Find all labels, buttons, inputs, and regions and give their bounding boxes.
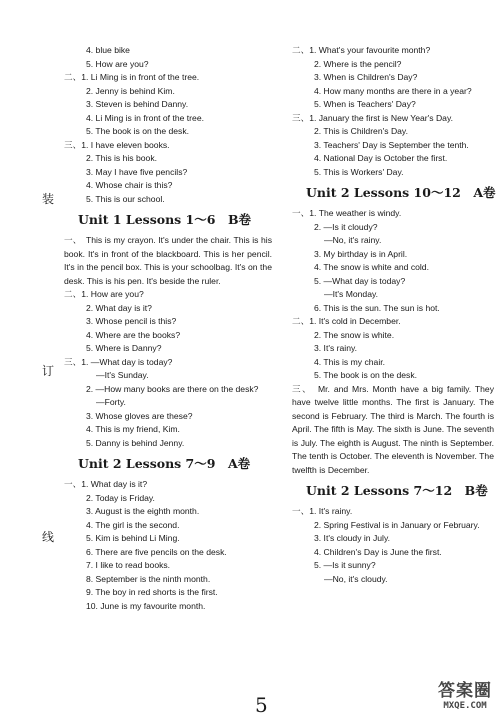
answer-line: —It's Monday. [324, 289, 379, 299]
answer-line: 10. June is my favourite month. [86, 600, 206, 611]
answer-line: 三、1. I have eleven books. [64, 139, 170, 150]
answer-line: 3. It's cloudy in July. [314, 533, 390, 543]
answer-line: 4. Whose chair is this? [86, 180, 173, 190]
answer-line: 4. This is my chair. [314, 356, 385, 367]
section-heading: Unit 1 Lessons 1～6 B卷 [78, 212, 252, 227]
answer-line: 2. —Is it cloudy? [314, 221, 378, 232]
binding-label-top: 装 [42, 192, 55, 206]
answer-line: 2. What day is it? [86, 302, 152, 313]
answer-line: 3. May I have five pencils? [86, 166, 188, 177]
answer-line: 4. How many months are there in a year? [314, 85, 472, 96]
answer-line: 2. Today is Friday. [86, 492, 155, 503]
answer-line: 一、1. The weather is windy. [292, 208, 402, 218]
answer-line: 4. Li Ming is in front of the tree. [86, 112, 204, 123]
answer-line: 5. When is Teachers' Day? [314, 99, 416, 109]
answer-line: 3. It's rainy. [314, 343, 358, 353]
answer-line: 二、1. How are you? [64, 289, 144, 299]
answer-line: 2. —How many books are there on the desk? [86, 383, 259, 394]
answer-line: 二、1. It's cold in December. [292, 316, 401, 326]
answer-line: 6. This is the sun. The sun is hot. [314, 302, 440, 313]
answer-line: 5. Danny is behind Jenny. [86, 437, 185, 448]
binding-label-middle: 订 [42, 364, 55, 378]
answer-line: 3. Whose pencil is this? [86, 316, 177, 326]
answer-line: 2. This is Children's Day. [314, 126, 408, 136]
answer-line: 5. The book is on the desk. [314, 370, 418, 380]
answer-line: 三、1. January the first is New Year's Day. [292, 112, 454, 123]
answer-line: —No, it's rainy. [324, 235, 382, 245]
answer-line: —Forty. [96, 397, 126, 407]
page-number: 5 [255, 693, 268, 717]
answer-line: 4. This is my friend, Kim. [86, 424, 180, 434]
answer-line: 5. Where is Danny? [86, 343, 162, 353]
answer-line: 5. —What day is today? [314, 275, 406, 286]
answer-line: 5. This is Workers' Day. [314, 166, 404, 177]
answer-line: 5. The book is on the desk. [86, 126, 190, 136]
answer-line: 4. The snow is white and cold. [314, 262, 429, 272]
answer-line: 4. Children's Day is June the first. [314, 546, 442, 557]
answer-line: 8. September is the ninth month. [86, 573, 211, 584]
answer-line: 二、1. What's your favourite month? [292, 45, 431, 55]
section-heading: Unit 2 Lessons 10～12 A卷 [306, 185, 496, 200]
watermark-mark: 答案圈 [438, 681, 492, 701]
left-column [64, 44, 272, 613]
answer-line: 5. This is our school. [86, 193, 165, 204]
answer-line: 5. How are you? [86, 58, 149, 69]
answer-line: 9. The boy in red shorts is the first. [86, 587, 218, 597]
answer-line: 一、1. It's rainy. [292, 506, 353, 516]
section-heading: Unit 2 Lessons 7～12 B卷 [306, 483, 488, 498]
answer-line: 三、1. —What day is today? [64, 356, 173, 367]
answer-line: 3. Whose gloves are these? [86, 410, 193, 421]
answer-line: —It's Sunday. [96, 370, 149, 380]
answer-line: 3. My birthday is in April. [314, 248, 408, 259]
answer-line: 3. Steven is behind Danny. [86, 99, 189, 109]
answer-line: 2. The snow is white. [314, 329, 395, 340]
answer-line: 5. —Is it sunny? [314, 560, 376, 570]
answer-line: 3. When is Children's Day? [314, 72, 418, 82]
answer-line: —No, it's cloudy. [324, 573, 388, 584]
watermark-url: MXQE.COM [443, 701, 487, 711]
watermark-logo [438, 676, 492, 711]
answer-line: 4. Where are the books? [86, 329, 181, 340]
answer-line: 7. I like to read books. [86, 560, 171, 570]
right-column [292, 44, 494, 586]
answer-line: 5. Kim is behind Li Ming. [86, 533, 180, 543]
answer-line: 4. National Day is October the first. [314, 153, 448, 163]
answer-line: 三、 Mr. and Mrs. Month have a big family. They have twelve little months. The first is January. The second is February. The third is March. The fourth is April. The fifth is May. The sixth is June. The seventh is July. The eighth is August. The ninth is September. The tenth is October. The eleventh is November. The twelfth is December. [292, 383, 494, 475]
binding-margin [0, 0, 60, 719]
answer-line: 2. Where is the pencil? [314, 58, 402, 69]
answer-line: 2. This is his book. [86, 153, 158, 163]
answer-line: 3. Teachers' Day is September the tenth. [314, 139, 469, 150]
answer-line: 4. The girl is the second. [86, 519, 180, 530]
answer-line: 3. August is the eighth month. [86, 506, 200, 516]
answer-line: 4. blue bike [86, 45, 130, 55]
answer-line: 2. Spring Festival is in January or February. [314, 519, 480, 530]
answer-line: 一、1. What day is it? [64, 479, 148, 489]
answer-line: 一、 This is my crayon. It's under the chair. This is his book. It's in front of the blackboard. This is her pencil. It's in the pencil box. This is your schoolbag. It's on the desk. This is his pen. It's beside the ruler. [64, 235, 272, 286]
answer-line: 二、1. Li Ming is in front of the tree. [64, 72, 200, 82]
section-heading: Unit 2 Lessons 7～9 A卷 [78, 456, 251, 471]
binding-label-bottom: 线 [42, 530, 55, 544]
answer-line: 6. There are five pencils on the desk. [86, 546, 227, 557]
answer-line: 2. Jenny is behind Kim. [86, 85, 175, 96]
